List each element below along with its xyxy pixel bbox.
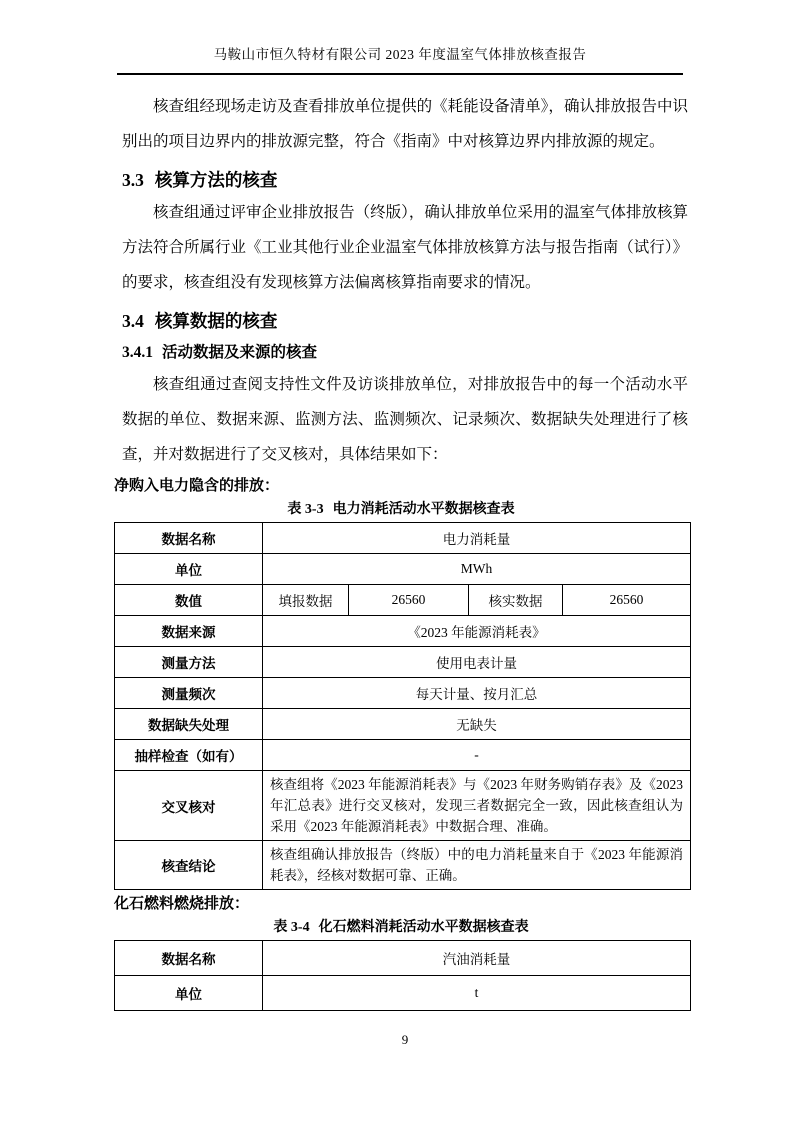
label-electricity-emission: 净购入电力隐含的排放： — [114, 478, 280, 494]
table-3-3-caption — [114, 499, 688, 521]
section-3-4-1-heading — [122, 341, 688, 365]
row-label: 数据来源 — [115, 616, 263, 647]
table-row — [115, 841, 691, 890]
table-row — [115, 616, 691, 647]
verified-data-label: 核实数据 — [469, 585, 563, 616]
row-label: 交叉核对 — [115, 771, 263, 841]
row-value: - — [263, 740, 691, 771]
row-value: 汽油消耗量 — [263, 941, 691, 976]
label-fossil-fuel-emission: 化石燃料燃烧排放： — [114, 896, 250, 912]
table-row — [115, 678, 691, 709]
table-row — [115, 709, 691, 740]
table-3-3-caption-number: 表 3-3 — [287, 502, 324, 517]
row-value: 每天计量、按月汇总 — [263, 678, 691, 709]
row-label: 数据名称 — [115, 941, 263, 976]
section-3-4-1-number: 3.4.1 — [122, 344, 153, 361]
paragraph-boundary-conclusion: 核查组经现场走访及查看排放单位提供的《耗能设备清单》，确认排放报告中识别出的项目边界内的排放源完整，符合《指南》中对核算边界内排放源的规定。 — [122, 98, 688, 150]
section-3-3-number: 3.3 — [122, 170, 144, 190]
section-3-4-number: 3.4 — [122, 311, 144, 331]
header-title: 马鞍山市恒久特材有限公司 2023 年度温室气体排放核查报告 — [213, 47, 587, 62]
row-label: 数值 — [115, 585, 263, 616]
table-row — [115, 771, 691, 841]
row-label: 数据名称 — [115, 523, 263, 554]
reported-data-value: 26560 — [349, 585, 469, 616]
row-label: 单位 — [115, 554, 263, 585]
row-value: 电力消耗量 — [263, 523, 691, 554]
paragraph-method-check: 核查组通过评审企业排放报告（终版），确认排放单位采用的温室气体排放核算方法符合所属行业《工业其他行业企业温室气体排放核算方法与报告指南（试行）》的要求，核查组没有发现核算方法偏离核算指南要求的情况。 — [122, 204, 688, 291]
page-header — [117, 46, 683, 75]
row-value: t — [263, 976, 691, 1011]
table-3-3 — [114, 522, 691, 890]
row-value: 使用电表计量 — [263, 647, 691, 678]
table-row — [115, 976, 691, 1011]
row-value: 无缺失 — [263, 709, 691, 740]
table-row — [115, 523, 691, 554]
row-label: 抽样检查（如有） — [115, 740, 263, 771]
paragraph-activity-data-check: 核查组通过查阅支持性文件及访谈排放单位，对排放报告中的每一个活动水平数据的单位、数据来源、监测方法、监测频次、记录频次、数据缺失处理进行了核查，并对数据进行了交叉核对，具体结果如下： — [122, 376, 688, 463]
table-row — [115, 554, 691, 585]
section-3-3-title: 核算方法的核查 — [154, 170, 278, 190]
page-content — [0, 89, 800, 1048]
section-3-4-title: 核算数据的核查 — [154, 311, 278, 331]
table-3-4-caption-number: 表 3-4 — [273, 920, 310, 935]
page-number: 9 — [401, 1032, 409, 1047]
table-3-4 — [114, 940, 691, 1011]
section-3-4-heading — [122, 308, 688, 334]
row-value: 核查组将《2023 年能源消耗表》与《2023 年财务购销存表》及《2023 年汇总表》进行交叉核对，发现三者数据完全一致，因此核查组认为采用《2023 年能源消耗表》中数据合理、准确。 — [263, 771, 691, 841]
row-label: 测量频次 — [115, 678, 263, 709]
verified-data-value: 26560 — [563, 585, 691, 616]
row-label: 数据缺失处理 — [115, 709, 263, 740]
row-label: 测量方法 — [115, 647, 263, 678]
row-value: MWh — [263, 554, 691, 585]
table-row — [115, 585, 691, 616]
row-label: 单位 — [115, 976, 263, 1011]
section-3-3-heading — [122, 167, 688, 193]
table-row — [115, 941, 691, 976]
table-row — [115, 647, 691, 678]
table-row — [115, 740, 691, 771]
table-3-3-caption-title: 电力消耗活动水平数据核查表 — [332, 502, 515, 517]
row-label: 核查结论 — [115, 841, 263, 890]
section-3-4-1-title: 活动数据及来源的核查 — [162, 344, 318, 361]
table-3-4-caption-title: 化石燃料消耗活动水平数据核查表 — [318, 920, 529, 935]
reported-data-label: 填报数据 — [263, 585, 349, 616]
row-value: 核查组确认排放报告（终版）中的电力消耗量来自于《2023 年能源消耗表》，经核对数据可靠、正确。 — [263, 841, 691, 890]
table-3-4-caption — [114, 917, 688, 939]
row-value: 《2023 年能源消耗表》 — [263, 616, 691, 647]
